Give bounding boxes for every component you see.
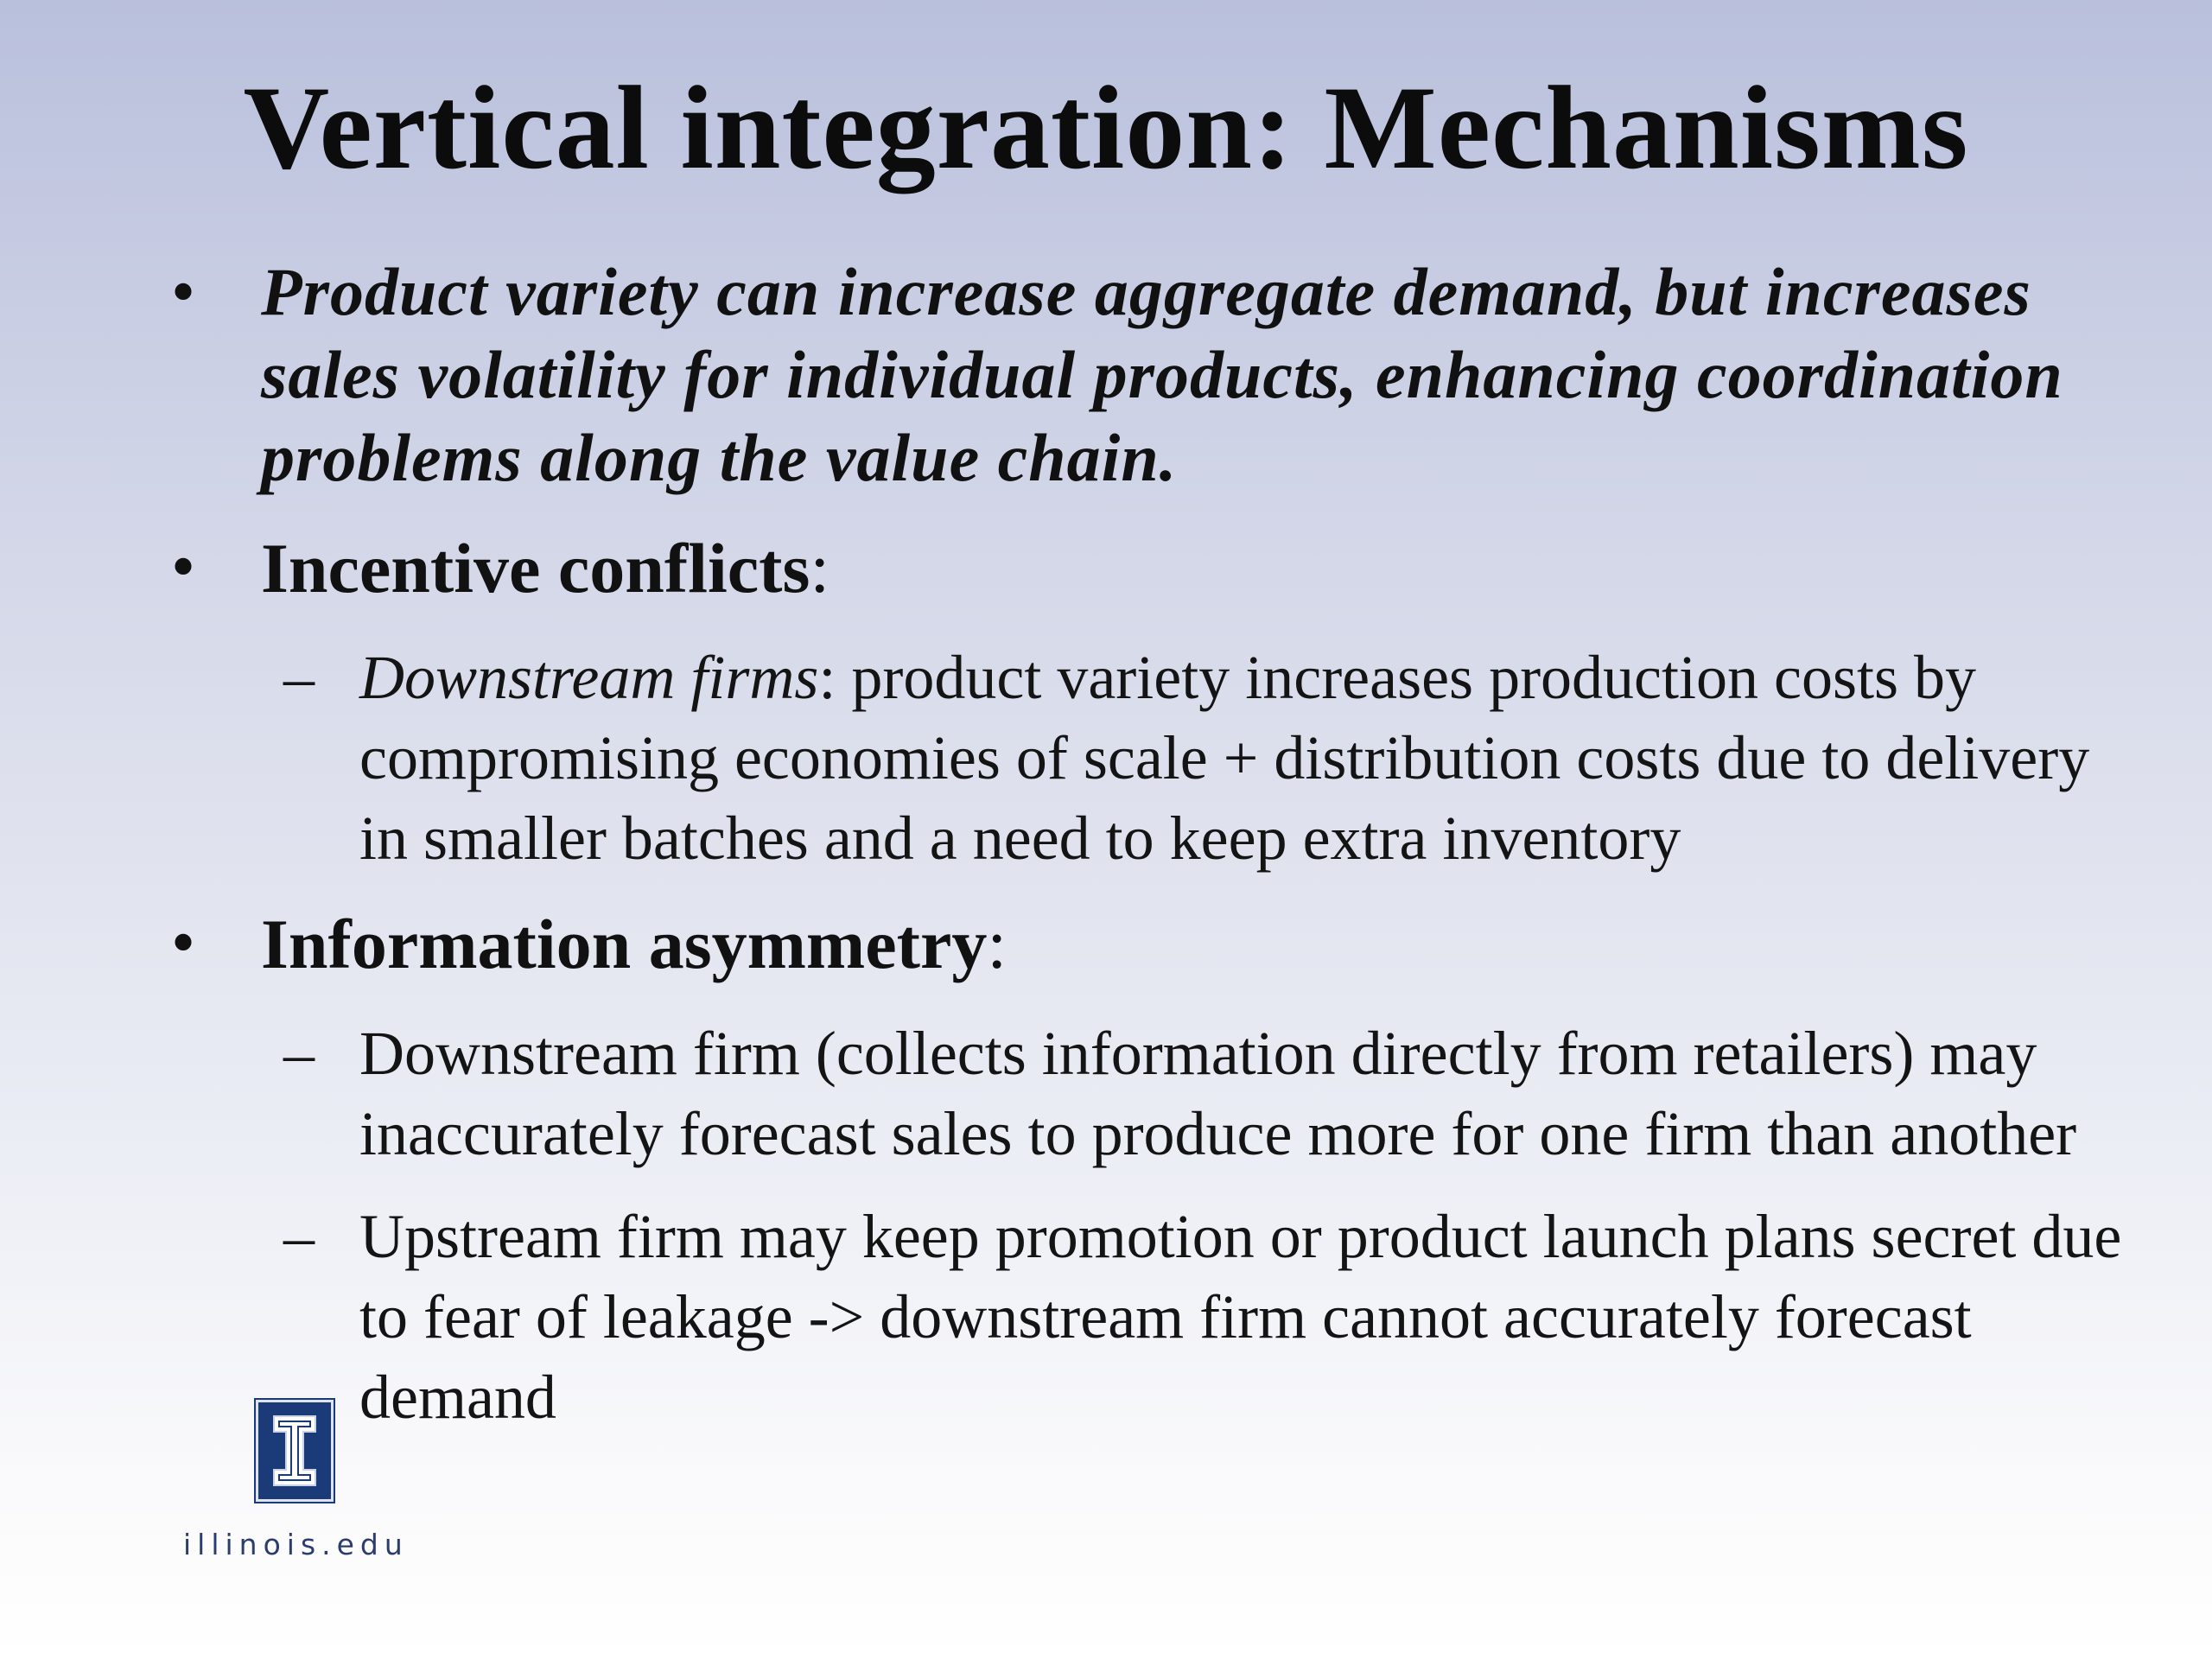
subitem-text: Upstream firm may keep promotion or product launch plans secret due to fear of leakage -> downstream firm cannot accurately forecast demand [359, 1202, 2122, 1432]
bullet-heading [261, 525, 2134, 612]
bullet-dot: • [171, 254, 196, 330]
subitem-rest: : product variety increases production costs by compromising economies of scale + distribution costs due to delivery in smaller batches and a need to keep extra inventory [359, 643, 2090, 873]
subitem-lead: Downstream firms [359, 643, 819, 712]
sub-dash: – [283, 643, 315, 712]
slide-content [156, 251, 2134, 1460]
subitem-downstream-firms [156, 638, 2134, 879]
subitem-text: Downstream firm (collects information directly from retailers) may inaccurately forecast sales to produce more for one firm than another [359, 1019, 2077, 1168]
logo-text: illinois.edu [183, 1528, 409, 1561]
sub-dash: – [283, 1202, 315, 1271]
sub-dash: – [283, 1019, 315, 1088]
bullet-heading-colon: : [810, 529, 830, 607]
bullet-text: Product variety can increase aggregate demand, but increases sales volatility for individual products, enhancing coordination problems along the value chain. [261, 254, 2063, 495]
bullet-heading-colon: : [987, 905, 1007, 983]
slide-title: Vertical integration: Mechanisms [243, 61, 1969, 194]
illinois-block-i-icon [256, 1400, 334, 1502]
subitem-downstream-forecast [156, 1014, 2134, 1174]
bullet-heading-text: Information asymmetry [261, 905, 988, 983]
bullet-heading-text: Incentive conflicts [261, 529, 810, 607]
subitem-text [359, 643, 2089, 873]
bullet-dot: • [171, 905, 196, 981]
bullet-heading [261, 901, 2134, 988]
bullet-information-asymmetry [156, 901, 2134, 988]
bullet-product-variety [156, 251, 2134, 499]
bullet-dot: • [171, 529, 196, 605]
bullet-incentive-conflicts [156, 525, 2134, 612]
subitem-upstream-secret [156, 1197, 2134, 1438]
block-i-glyph [258, 1402, 331, 1499]
